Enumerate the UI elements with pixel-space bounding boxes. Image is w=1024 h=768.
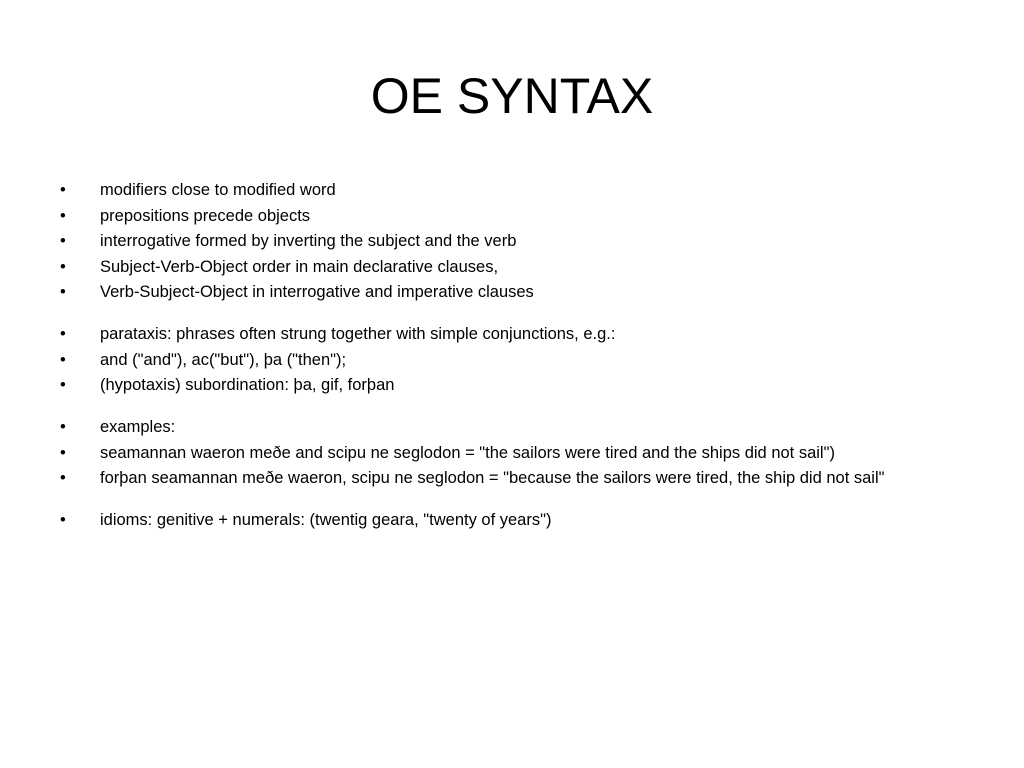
bullet-dot-icon: • bbox=[60, 206, 66, 225]
bullet-text: examples: bbox=[100, 418, 176, 436]
bullet-text: (hypotaxis) subordination: þa, gif, forþan bbox=[100, 376, 395, 394]
bullet-item bbox=[60, 350, 970, 371]
bullet-item bbox=[60, 282, 970, 303]
bullet-dot-icon: • bbox=[60, 181, 66, 199]
bullet-dot-icon: • bbox=[60, 418, 66, 436]
bullet-item bbox=[60, 231, 970, 252]
bullet-text: and ("and"), ac("but"), þa ("then"); bbox=[100, 350, 347, 369]
bullet-dot-icon: • bbox=[60, 325, 66, 343]
bullet-item bbox=[60, 324, 970, 345]
bullet-text: prepositions precede objects bbox=[100, 206, 311, 225]
bullet-text: interrogative formed by inverting the subject and the verb bbox=[100, 232, 517, 250]
bullet-text: seamannan waeron meðe and scipu ne seglodon = "the sailors were tired and the ships did not sail") bbox=[100, 443, 835, 462]
slide-title: OE SYNTAX bbox=[370, 68, 654, 124]
bullet-text: Subject-Verb-Object order in main declarative clauses, bbox=[100, 257, 499, 276]
bullet-item bbox=[60, 257, 970, 278]
bullet-text: idioms: genitive + numerals: (twentig geara, "twenty of years") bbox=[100, 511, 552, 529]
bullet-text: modifiers close to modified word bbox=[100, 181, 336, 199]
bullet-dot-icon: • bbox=[60, 469, 66, 487]
bullet-dot-icon: • bbox=[60, 350, 66, 369]
bullet-item bbox=[60, 443, 970, 464]
bullet-list bbox=[60, 180, 970, 536]
bullet-item bbox=[60, 417, 970, 438]
bullet-text: parataxis: phrases often strung together with simple conjunctions, e.g.: bbox=[100, 325, 616, 343]
bullet-dot-icon: • bbox=[60, 376, 66, 394]
bullet-dot-icon: • bbox=[60, 232, 66, 250]
bullet-text: forþan seamannan meðe waeron, scipu ne seglodon = "because the sailors were tired, the ship did not sail" bbox=[100, 469, 885, 487]
bullet-item bbox=[60, 375, 970, 396]
bullet-dot-icon: • bbox=[60, 257, 66, 276]
bullet-dot-icon: • bbox=[60, 283, 66, 301]
bullet-item bbox=[60, 468, 970, 489]
bullet-item bbox=[60, 180, 970, 201]
bullet-dot-icon: • bbox=[60, 511, 66, 529]
bullet-dot-icon: • bbox=[60, 443, 66, 462]
bullet-item bbox=[60, 206, 970, 227]
bullet-item bbox=[60, 510, 970, 531]
bullet-text: Verb-Subject-Object in interrogative and imperative clauses bbox=[100, 283, 534, 301]
